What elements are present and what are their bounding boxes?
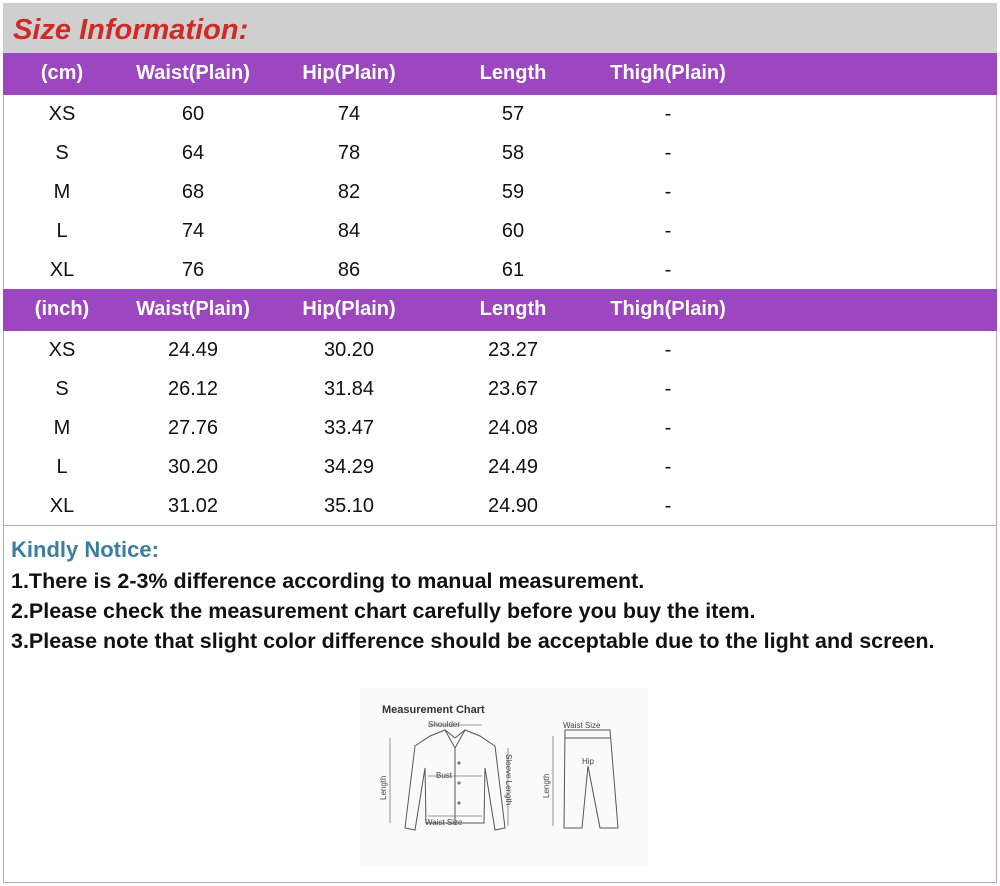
waist-cell: 68 — [181, 181, 205, 203]
waist-cell: 24.49 — [167, 339, 219, 361]
size-cell: M — [53, 181, 71, 203]
length-cell: 59 — [501, 181, 525, 203]
length-cell: 23.67 — [487, 378, 539, 400]
title-bar — [3, 3, 997, 53]
hip-cell: 33.47 — [323, 417, 375, 439]
header-cell: Hip(Plain) — [302, 298, 396, 320]
shoulder-label: Shoulder — [428, 720, 461, 729]
header-cell: (inch) — [34, 298, 90, 320]
pants-length-label: Length — [542, 773, 551, 798]
table-row — [3, 172, 997, 211]
length-cell: 24.08 — [487, 417, 539, 439]
thigh-cell: - — [664, 181, 672, 203]
waist-cell: 64 — [181, 142, 205, 164]
hip-label: Hip — [582, 757, 595, 766]
waist-cell: 31.02 — [167, 495, 219, 517]
thigh-cell: - — [664, 456, 672, 478]
section-divider — [3, 525, 997, 526]
waist-cell: 60 — [181, 103, 205, 125]
page-title: Size Information: — [13, 14, 249, 46]
hip-cell: 84 — [337, 220, 361, 242]
table-row — [3, 408, 997, 447]
size-cell: XL — [49, 495, 75, 517]
length-cell: 58 — [501, 142, 525, 164]
thigh-cell: - — [664, 339, 672, 361]
table-row — [3, 211, 997, 250]
waist-cell: 27.76 — [167, 417, 219, 439]
measurement-chart-image — [360, 688, 648, 866]
thigh-cell: - — [664, 220, 672, 242]
table-row — [3, 447, 997, 486]
hip-cell: 35.10 — [323, 495, 375, 517]
table-row — [3, 486, 997, 525]
size-cell: XS — [48, 103, 76, 125]
cm-table-header — [3, 53, 997, 95]
waist-cell: 74 — [181, 220, 205, 242]
table-row — [3, 250, 997, 289]
thigh-cell: - — [664, 378, 672, 400]
thigh-cell: - — [664, 142, 672, 164]
header-cell: (cm) — [40, 62, 84, 84]
measurement-chart-title: Measurement Chart — [382, 704, 485, 716]
notice-line: 3.Please note that slight color difference should be acceptable due to the light and screen. — [11, 629, 935, 653]
length-cell: 24.49 — [487, 456, 539, 478]
size-cell: L — [56, 456, 68, 478]
notice-section — [11, 537, 991, 656]
waist-size-label: Waist Size — [425, 818, 463, 827]
table-row — [3, 369, 997, 408]
header-cell: Thigh(Plain) — [610, 62, 726, 84]
size-cell: XS — [48, 339, 76, 361]
header-cell: Length — [479, 62, 547, 84]
size-cell: M — [53, 417, 71, 439]
hip-cell: 30.20 — [323, 339, 375, 361]
hip-cell: 86 — [337, 259, 361, 281]
length-cell: 61 — [501, 259, 525, 281]
hip-cell: 74 — [337, 103, 361, 125]
measurement-chart-svg — [360, 688, 648, 866]
table-row — [3, 94, 997, 133]
pants-waist-label: Waist Size — [563, 721, 601, 730]
hip-cell: 31.84 — [323, 378, 375, 400]
pants-icon — [564, 730, 618, 828]
waist-cell: 26.12 — [167, 378, 219, 400]
size-cell: L — [56, 220, 68, 242]
thigh-cell: - — [664, 495, 672, 517]
thigh-cell: - — [664, 417, 672, 439]
length-cell: 60 — [501, 220, 525, 242]
size-cell: S — [55, 142, 69, 164]
waist-cell: 30.20 — [167, 456, 219, 478]
sleeve-length-label: Sleeve Length — [504, 754, 513, 806]
waist-cell: 76 — [181, 259, 205, 281]
inch-table-header — [3, 289, 997, 331]
header-cell: Length — [479, 298, 547, 320]
header-cell: Hip(Plain) — [302, 62, 396, 84]
length-cell: 57 — [501, 103, 525, 125]
header-cell: Thigh(Plain) — [610, 298, 726, 320]
table-row — [3, 133, 997, 172]
hip-cell: 34.29 — [323, 456, 375, 478]
hip-cell: 82 — [337, 181, 361, 203]
thigh-cell: - — [664, 103, 672, 125]
header-cell: Waist(Plain) — [136, 298, 250, 320]
notice-line: 2.Please check the measurement chart carefully before you buy the item. — [11, 599, 756, 623]
size-cell: S — [55, 378, 69, 400]
length-label: Length — [379, 775, 388, 800]
table-row — [3, 330, 997, 369]
hip-cell: 78 — [337, 142, 361, 164]
notice-line: 1.There is 2-3% difference according to manual measurement. — [11, 569, 645, 593]
notice-title: Kindly Notice: — [11, 537, 159, 562]
bust-label: Bust — [436, 771, 453, 780]
size-cell: XL — [49, 259, 75, 281]
thigh-cell: - — [664, 259, 672, 281]
length-cell: 24.90 — [487, 495, 539, 517]
header-cell: Waist(Plain) — [136, 62, 250, 84]
shirt-icon — [405, 730, 505, 830]
length-cell: 23.27 — [487, 339, 539, 361]
